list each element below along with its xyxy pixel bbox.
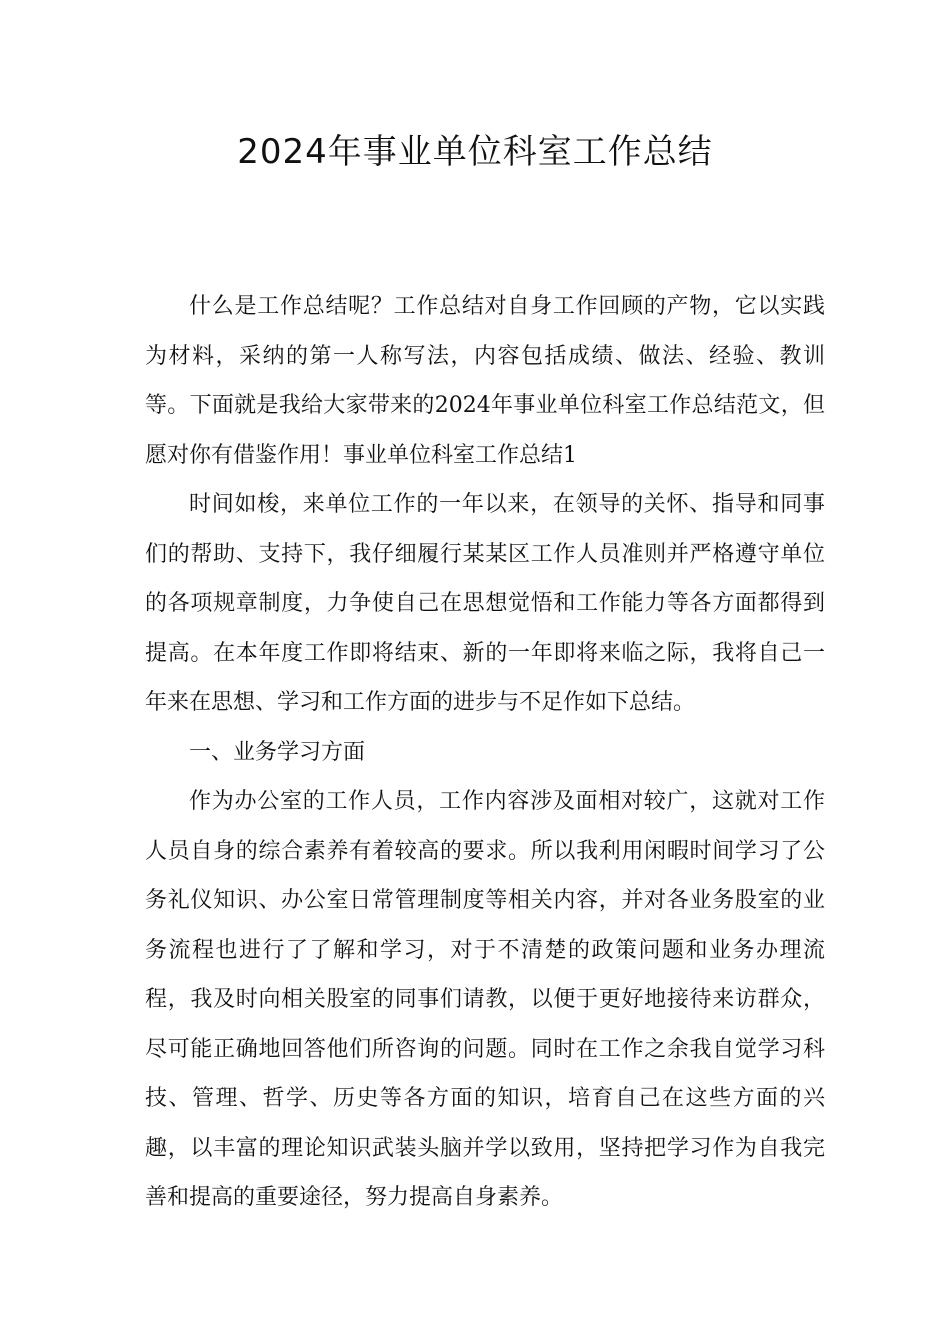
document-body: [145, 282, 825, 1223]
paragraph-overview: 时间如梭，来单位工作的一年以来，在领导的关怀、指导和同事们的帮助、支持下，我仔细履行某某区工作人员准则并严格遵守单位的各项规章制度，力争使自己在思想觉悟和工作能力等各方面都得到提高。在本年度工作即将结束、新的一年即将来临之际，我将自己一年来在思想、学习和工作方面的进步与不足作如下总结。: [145, 492, 825, 715]
paragraph-intro: 什么是工作总结呢？工作总结对自身工作回顾的产物，它以实践为材料，采纳的第一人称写法，内容包括成绩、做法、经验、教训等。下面就是我给大家带来的2024年事业单位科室工作总结范文，但愿对你有借鉴作用！事业单位科室工作总结1: [145, 294, 825, 468]
paragraph-study: 作为办公室的工作人员，工作内容涉及面相对较广，这就对工作人员自身的综合素养有着较高的要求。所以我利用闲暇时间学习了公务礼仪知识、办公室日常管理制度等相关内容，并对各业务股室的业务流程也进行了了解和学习，对于不清楚的政策问题和业务办理流程，我及时向相关股室的同事们请教，以便于更好地接待来访群众，尽可能正确地回答他们所咨询的问题。同时在工作之余我自觉学习科技、管理、哲学、历史等各方面的知识，培育自己在这些方面的兴趣，以丰富的理论知识武装头脑并学以致用，坚持把学习作为自我完善和提高的重要途径，努力提高自身素养。: [145, 789, 825, 1210]
document-title: 2024年事业单位科室工作总结: [237, 132, 713, 172]
section-heading-study: 一、业务学习方面: [189, 739, 366, 765]
